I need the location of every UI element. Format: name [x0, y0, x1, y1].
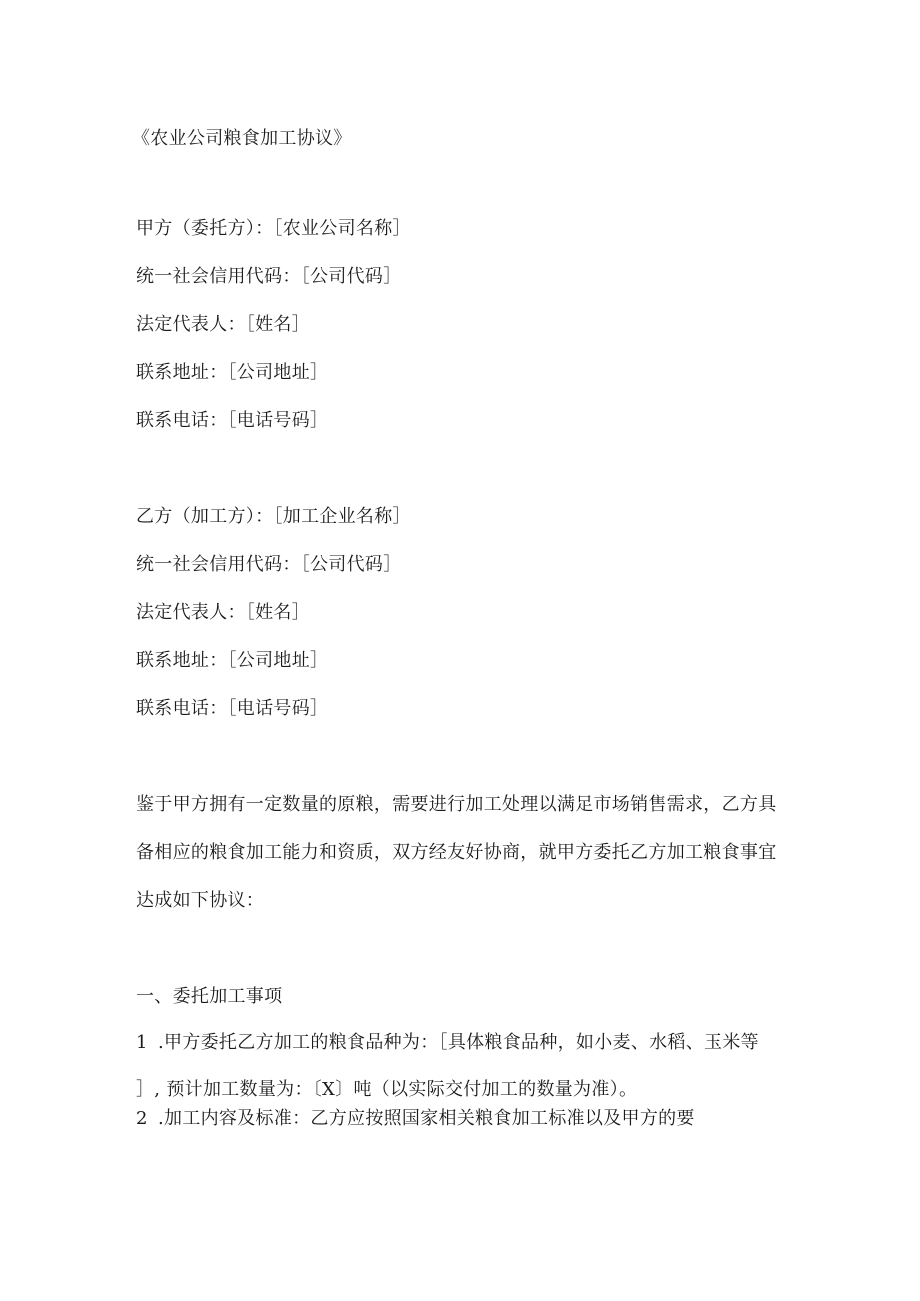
party-b-credit-code: 统一社会信用代码：［公司代码］	[136, 554, 402, 575]
party-a-name: 甲方（委托方）：［农业公司名称］	[136, 218, 411, 239]
party-a-address: 联系地址：［公司地址］	[136, 362, 329, 383]
item-number: 1	[136, 1032, 148, 1053]
item-text: .加工内容及标准：乙方应按照国家相关粮食加工标准以及甲方的要	[158, 1108, 695, 1129]
preamble-line-1: 鉴于甲方拥有一定数量的原粮，需要进行加工处理以满足市场销售需求，乙方具	[136, 794, 777, 815]
preamble-line-3: 达成如下协议：	[136, 890, 265, 911]
party-b-phone: 联系电话：［电话号码］	[136, 698, 329, 719]
preamble-line-2: 备相应的粮食加工能力和资质，双方经友好协商，就甲方委托乙方加工粮食事宜	[136, 842, 777, 863]
party-b-address: 联系地址：［公司地址］	[136, 650, 329, 671]
item-text: .甲方委托乙方加工的粮食品种为：［具体粮食品种，如小麦、水稻、玉米等	[158, 1032, 759, 1053]
section-1-item-1-continuation: ］, 预计加工数量为：〔X〕吨（以实际交付加工的数量为准）。	[136, 1079, 638, 1100]
section-1-item-1	[136, 1031, 759, 1055]
party-a-legal-rep: 法定代表人：［姓名］	[136, 314, 310, 335]
party-a-credit-code: 统一社会信用代码：［公司代码］	[136, 266, 402, 287]
document-title: 《农业公司粮食加工协议》	[132, 128, 352, 149]
party-b-name: 乙方（加工方）：［加工企业名称］	[136, 506, 411, 527]
item-number: 2	[136, 1108, 148, 1129]
section-1-item-2	[136, 1107, 695, 1131]
section-1-heading: 一、委托加工事项	[136, 986, 283, 1007]
party-a-phone: 联系电话：［电话号码］	[136, 410, 329, 431]
party-b-legal-rep: 法定代表人：［姓名］	[136, 602, 310, 623]
